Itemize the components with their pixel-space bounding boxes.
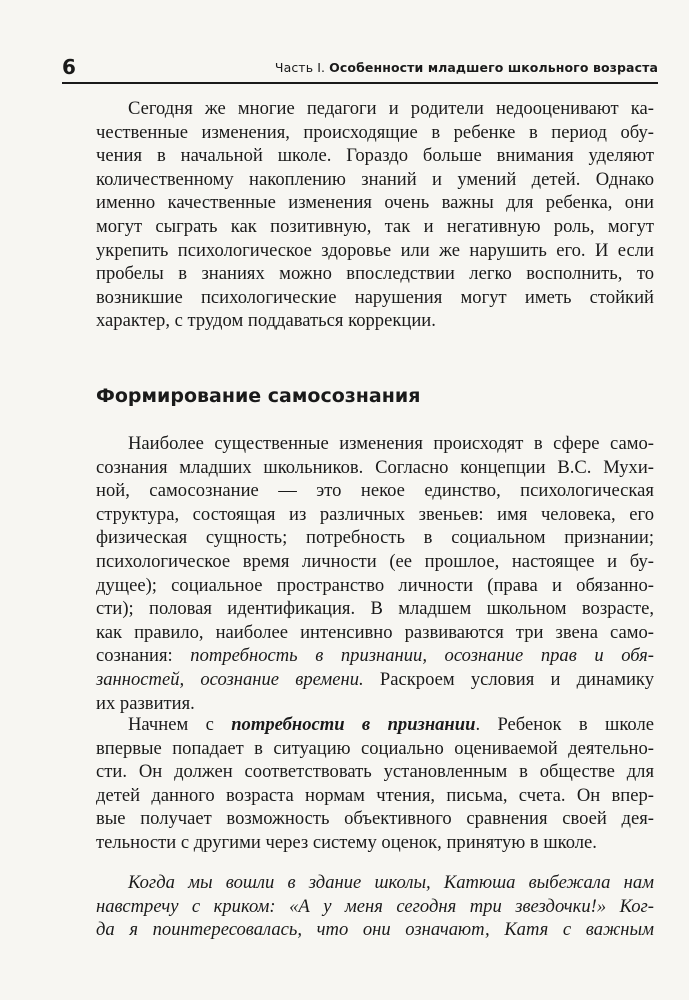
text-line: дущее); социальное пространство личности (права и обязанно- xyxy=(96,574,654,596)
text-run: Раскроем условия и динамику xyxy=(363,668,654,690)
text-line xyxy=(96,668,654,692)
text-line: пробелы в знаниях можно впоследствии легко восполнить, то xyxy=(96,263,654,285)
text-line: как правило, наиболее интенсивно развиваются три звена само- xyxy=(96,621,654,643)
text-line: могут сыграть как позитивную, так и негативную роль, могут xyxy=(96,215,654,237)
paragraph-2 xyxy=(96,432,654,715)
part-label: Часть I. xyxy=(274,60,326,75)
text-line: физическая сущность; потребность в социальном признании; xyxy=(96,527,654,549)
text-line: укрепить психологическое здоровье или же нарушить его. И если xyxy=(96,239,654,261)
running-title xyxy=(275,58,658,82)
text-line: детей данного возраста нормам чтения, письма, счета. Он впер- xyxy=(96,784,654,806)
paragraph-3 xyxy=(96,713,654,855)
text-line: характер, с трудом поддаваться коррекции. xyxy=(96,310,436,332)
text-run: . Ребенок в школе xyxy=(475,714,655,735)
text-line: возникшие психологические нарушения могут иметь стойкий xyxy=(96,286,654,308)
paragraph-1 xyxy=(96,97,654,333)
text-line: Сегодня же многие педагоги и родители недооценивают ка- xyxy=(128,98,654,119)
italic-run: занностей, осознание времени. xyxy=(96,668,364,690)
text-run: сознания: xyxy=(96,645,191,667)
text-line: сознания младших школьников. Согласно концепции В.С. Мухи- xyxy=(96,456,654,478)
text-line: именно качественные изменения очень важны для ребенка, они xyxy=(96,192,654,214)
text-line: чения в начальной школе. Гораздо больше внимания уделяют xyxy=(96,145,654,167)
text-line: количественному накоплению знаний и умений детей. Однако xyxy=(96,168,654,190)
text-run: Начнем с xyxy=(128,714,232,735)
text-line xyxy=(96,644,654,668)
text-line: ной, самосознание — это некое единство, психологическая xyxy=(96,480,654,502)
text-line xyxy=(96,713,654,737)
text-line: чественные изменения, происходящие в ребенке в период обу- xyxy=(96,121,654,143)
text-line: впервые попадает в ситуацию социально оцениваемой деятельно- xyxy=(96,737,654,759)
text-line: тельности с другими через систему оценок, принятую в школе. xyxy=(96,831,597,853)
text-line: вые получает возможность объективного сравнения своей дея- xyxy=(96,808,654,830)
text-line: Наиболее существенные изменения происходят в сфере само- xyxy=(128,433,654,454)
text-line: их развития. xyxy=(96,692,195,714)
text-line: Когда мы вошли в здание школы, Катюша выбежала нам xyxy=(128,872,654,893)
text-line: психологическое время личности (ее прошлое, настоящее и бу- xyxy=(96,550,654,572)
text-line: сти. Он должен соответствовать установленным в обществе для xyxy=(96,761,654,783)
text-line: сти); половая идентификация. В младшем школьном возрасте, xyxy=(96,598,654,620)
bold-italic-run: потребности в признании xyxy=(231,714,476,735)
italic-run: потребность в признании, осознание прав и обя- xyxy=(190,645,654,667)
chapter-title: Особенности младшего школьного возраста xyxy=(329,60,658,75)
section-heading: Формирование самосознания xyxy=(96,385,421,407)
text-line: структура, состоящая из различных звеньев: имя человека, его xyxy=(96,503,654,525)
running-header xyxy=(62,52,658,84)
text-line: навстречу с криком: «А у меня сегодня три звездочки!» Ког- xyxy=(96,895,654,917)
page-number: 6 xyxy=(62,55,76,79)
paragraph-4-example xyxy=(96,871,654,942)
text-line: да я поинтересовалась, что они означают, Катя с важным xyxy=(96,919,654,941)
